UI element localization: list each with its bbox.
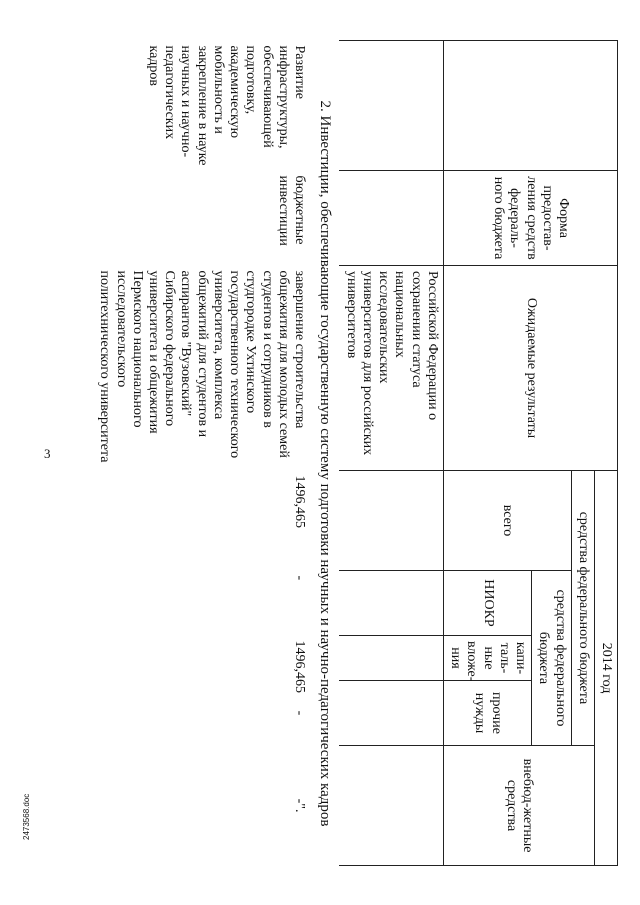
page-number: 3 xyxy=(44,446,51,461)
row-extra: -". xyxy=(292,798,308,813)
header-capital: капи-таль-ные вложе-ния xyxy=(443,636,531,681)
budget-table xyxy=(93,40,618,866)
header-fed-budget-sub: средства федерального бюджета xyxy=(532,571,571,746)
header-form: Форма предостав-ления средств федераль-ного бюджета xyxy=(443,171,617,266)
header-year: 2014 год xyxy=(594,471,617,866)
row-capital: 1496,465 xyxy=(292,640,308,693)
document-id: 2473568.doc xyxy=(22,793,31,840)
header-niokr: НИОКР xyxy=(443,571,531,636)
table-row xyxy=(93,41,310,866)
header-fed-budget: средства федерального бюджета xyxy=(571,471,594,746)
row-form: бюджетные инвестиции xyxy=(275,175,308,246)
header-extra: внебюд-жетные средства xyxy=(443,746,594,866)
rotated-page xyxy=(58,40,618,865)
row-total: 1496,465 xyxy=(292,475,308,528)
header-results: Ожидаемые результаты xyxy=(443,266,617,471)
header-other: прочие нужды xyxy=(443,681,531,746)
section-title: 2. Инвестиции, обеспечивающие государственную систему подготовки научных и научно-педагогических кадров xyxy=(317,100,334,827)
row-other: - xyxy=(292,710,308,716)
header-blank xyxy=(443,41,617,171)
row-name: Развитие инфраструктуры, обеспечивающей подготовку, академическую мобильность и закрепление в науке научных и научно-педагогических кадров xyxy=(145,45,308,166)
row-niokr: - xyxy=(292,575,308,581)
header-total: всего xyxy=(443,471,571,571)
row-results: завершение строительства общежития для молодых семей студентов и сотрудников в студгородке Ухтинского государственного технического университета, комплекса общежитий для студентов и аспирантов "Вузовский" Сибирского федерального университета и общежития Пермского национального исследовательского политехнического университета xyxy=(97,270,308,463)
continuation-text: Российской Федерации о сохранении статуса национальных исследовательских университетов для российских университетов xyxy=(339,266,443,471)
